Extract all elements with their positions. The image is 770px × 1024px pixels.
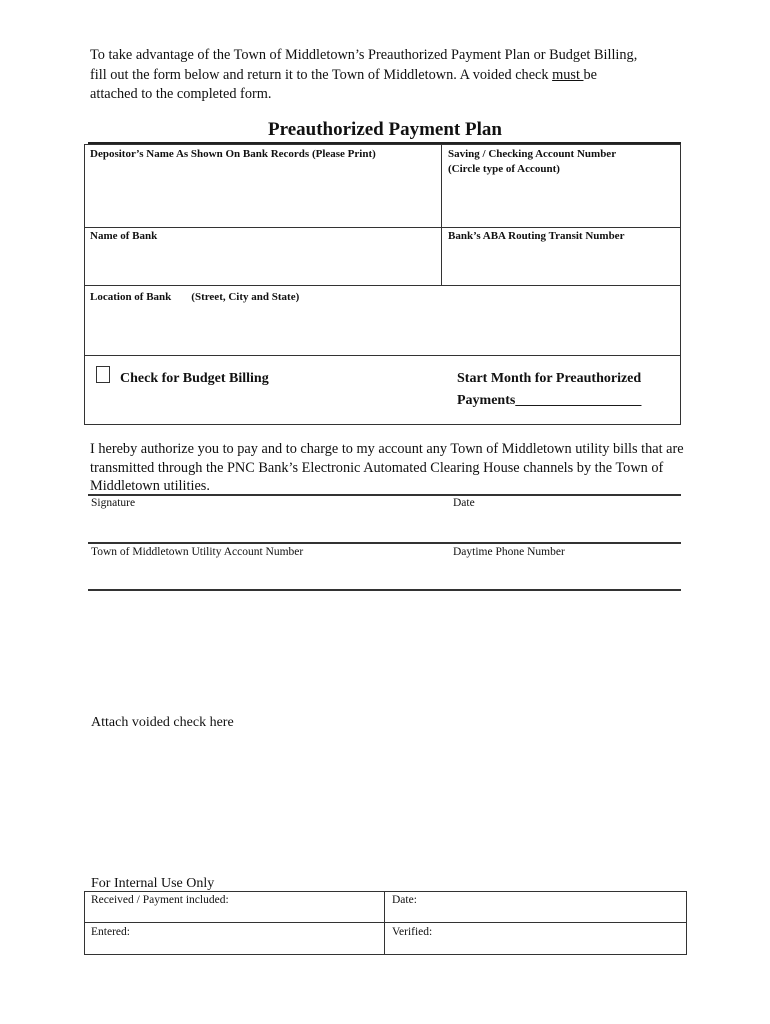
internal-table-vdivider bbox=[384, 891, 385, 955]
bank-location-label: Location of Bank bbox=[90, 291, 172, 303]
signature-label: Signature bbox=[91, 497, 136, 509]
daytime-phone-label: Daytime Phone Number bbox=[453, 546, 565, 558]
routing-number-label: Bank’s ABA Routing Transit Number bbox=[448, 230, 625, 242]
internal-date-label: Date: bbox=[392, 894, 417, 906]
utility-account-label: Town of Middletown Utility Account Number bbox=[91, 546, 304, 558]
budget-billing-checkbox[interactable] bbox=[96, 366, 110, 383]
account-number-field[interactable] bbox=[442, 144, 681, 228]
intro-paragraph bbox=[90, 46, 690, 105]
signature-field[interactable] bbox=[88, 496, 448, 542]
intro-line-2-end: be bbox=[583, 66, 597, 83]
internal-use-title: For Internal Use Only bbox=[91, 876, 215, 891]
bank-name-field[interactable] bbox=[84, 226, 442, 286]
internal-table-hdivider bbox=[84, 922, 687, 923]
intro-line-2-start: fill out the form below and return it to the Town of Middletown. A voided check bbox=[90, 66, 553, 83]
attach-check-label: Attach voided check here bbox=[91, 715, 234, 730]
received-label: Received / Payment included: bbox=[91, 894, 229, 906]
verified-label: Verified: bbox=[392, 926, 433, 938]
daytime-phone-field[interactable] bbox=[450, 544, 681, 589]
utility-account-field[interactable] bbox=[88, 544, 448, 589]
intro-line-3: attached to the completed form. bbox=[90, 86, 272, 102]
intro-must-underlined: must bbox=[552, 66, 584, 83]
depositor-name-label: Depositor’s Name As Shown On Bank Records (Please Print) bbox=[90, 148, 376, 160]
account-type-hint: (Circle type of Account) bbox=[448, 163, 560, 175]
budget-billing-label: Check for Budget Billing bbox=[120, 371, 269, 386]
authorization-text: I hereby authorize you to pay and to charge to my account any Town of Middletown utility bills that are transmitted through the PNC Bank’s Electronic Automated Clearing House channels by the Town of Middletown utilities. bbox=[90, 441, 684, 494]
date-field[interactable] bbox=[450, 496, 681, 542]
bank-name-label: Name of Bank bbox=[90, 230, 158, 242]
intro-line-2 bbox=[90, 66, 690, 86]
start-month-label: Start Month for Preauthorized bbox=[457, 371, 642, 386]
routing-number-field[interactable] bbox=[442, 226, 681, 286]
entered-label: Entered: bbox=[91, 926, 130, 938]
depositor-name-field[interactable] bbox=[84, 144, 442, 228]
intro-line-1: To take advantage of the Town of Middletown’s Preauthorized Payment Plan or Budget Billing, bbox=[90, 47, 638, 63]
start-month-input-line[interactable]: Payments__________________ bbox=[457, 393, 642, 408]
bank-location-field[interactable] bbox=[84, 284, 681, 356]
form-title: Preauthorized Payment Plan bbox=[268, 119, 502, 140]
bank-location-hint: (Street, City and State) bbox=[191, 291, 300, 303]
utility-account-bottom-rule bbox=[88, 589, 681, 591]
account-number-label: Saving / Checking Account Number bbox=[448, 148, 617, 160]
date-label: Date bbox=[453, 497, 475, 509]
